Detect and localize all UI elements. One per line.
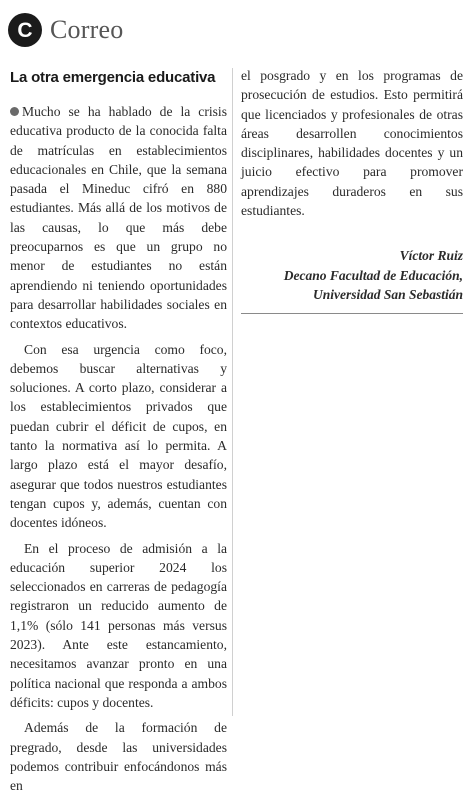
signature-institution: Universidad San Sebastián <box>312 287 463 303</box>
section-title: Correo <box>50 15 124 44</box>
signature-rule <box>241 313 463 314</box>
letter-headline: La otra emergencia educativa <box>10 69 216 86</box>
signature-title: Decano Facultad de Educación, <box>283 267 463 283</box>
column-divider <box>232 68 233 716</box>
section-badge: C <box>8 13 42 47</box>
signature-name: Víctor Ruiz <box>399 248 463 264</box>
letter-paragraph-continuation: el posgrado y en los programas de prosecución de estudios. Esto permitirá que licenciados y profesionales de otras áreas desarrollen conocimientos disciplinares, habilidades docentes y un juicio efectivo para promover aprendizajes duraderos en sus estudiantes. <box>241 68 463 219</box>
letter-paragraph-4: Además de la formación de pregrado, desde las universidades podemos contribuir enfocándonos más en <box>10 720 227 794</box>
bullet-marker <box>10 107 19 116</box>
section-header <box>8 12 123 48</box>
letter-column-right <box>241 66 463 314</box>
letter-column-left <box>10 68 227 795</box>
letter-paragraph-2: Con esa urgencia como foco, debemos buscar alternativas y soluciones. A corto plazo, considerar a los establecimientos privados que puedan cubrir el déficit de cupos, en tanto la normativa así lo permita. A largo plazo está el mayor desafío, asegurar que todos nuestros estudiantes tengan cupos y, además, cuentan con docentes idóneos. <box>10 341 227 531</box>
letter-paragraph-1 <box>10 102 227 334</box>
paragraph-text: Mucho se ha hablado de la crisis educativa producto de la conocida falta de matrículas en establecimientos educacionales en Chile, que la semana pasada el Mineduc cifró en 880 estudiantes. Más allá de los motivos de las causas, lo que más debe preocuparnos es que un grupo no menor de estudiantes no están aprendiendo ni teniendo oportunidades para desarrollar habilidades sociales en contextos educativos. <box>10 104 227 332</box>
letter-paragraph-3: En el proceso de admisión a la educación superior 2024 los seleccionados en carreras de pedagogía registraron un reducido aumento de 1,1% (sólo 141 personas más versus 2023). Ante este estancamiento, necesitamos avanzar pronto en una política nacional que responda a ambos déficits: cupos y docentes. <box>10 540 227 710</box>
letter-signature <box>241 246 463 305</box>
